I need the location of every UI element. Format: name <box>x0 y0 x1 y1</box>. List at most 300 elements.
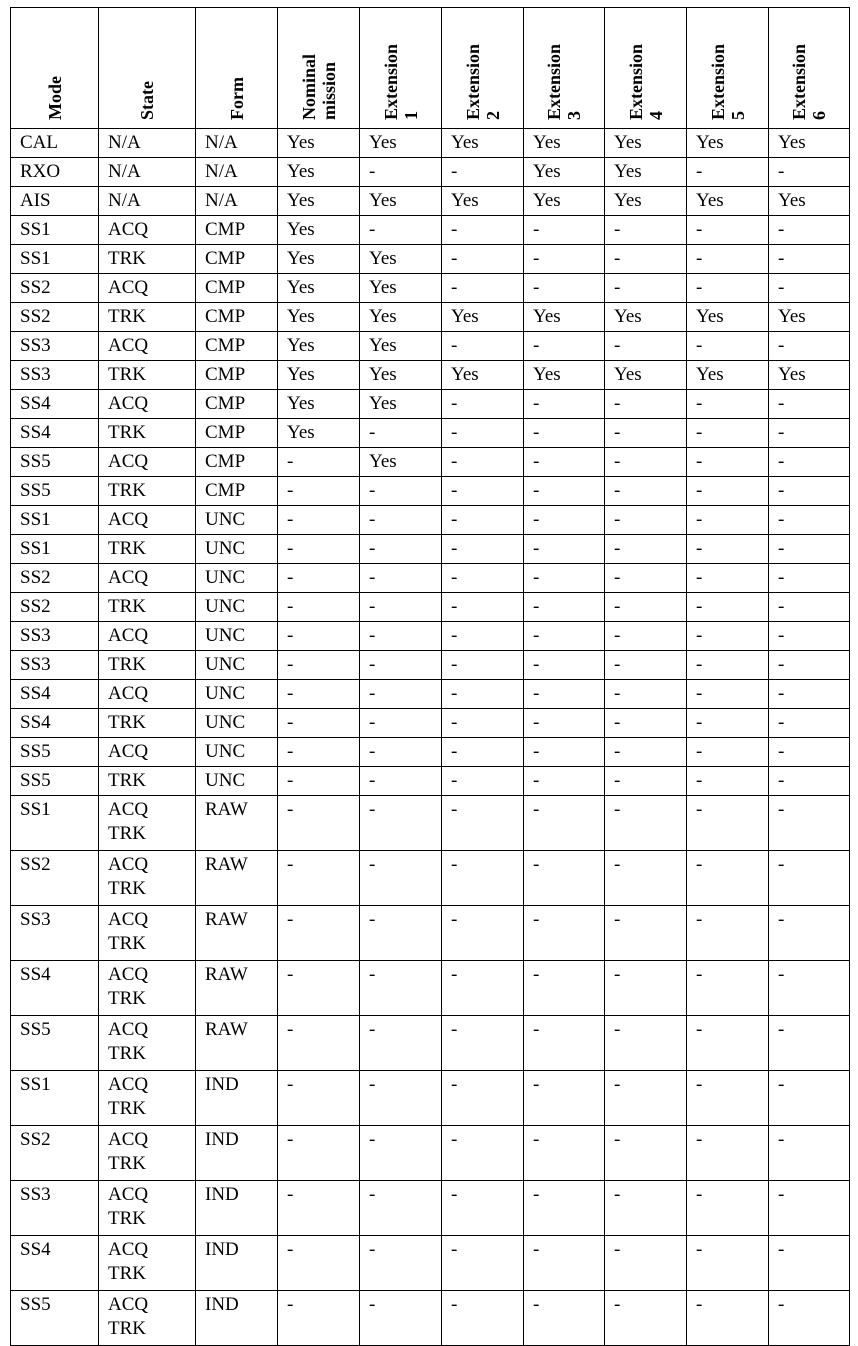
table-cell: IND <box>196 1071 278 1126</box>
table-cell: Yes <box>278 390 360 419</box>
table-cell: TRK <box>99 245 196 274</box>
table-cell: - <box>769 1236 850 1291</box>
column-header-label: State <box>137 81 157 120</box>
table-cell: IND <box>196 1181 278 1236</box>
table-cell: Yes <box>605 129 687 158</box>
table-cell: - <box>442 216 524 245</box>
table-cell: ACQ <box>99 390 196 419</box>
table-cell: - <box>605 622 687 651</box>
table-cell: - <box>360 680 442 709</box>
table-cell: - <box>360 906 442 961</box>
table-cell: - <box>360 158 442 187</box>
table-cell: - <box>605 1236 687 1291</box>
table-cell: Yes <box>360 303 442 332</box>
table-cell: - <box>769 564 850 593</box>
table-cell: Yes <box>769 187 850 216</box>
table-cell: - <box>769 390 850 419</box>
table-cell: CAL <box>11 129 99 158</box>
table-row <box>11 709 850 738</box>
table-cell: - <box>605 535 687 564</box>
table-cell: UNC <box>196 767 278 796</box>
table-cell: Yes <box>687 303 769 332</box>
table-cell: - <box>524 332 605 361</box>
table-cell: ACQ TRK <box>99 1016 196 1071</box>
table-cell: - <box>605 1126 687 1181</box>
table-row <box>11 390 850 419</box>
table-cell: - <box>360 1126 442 1181</box>
table-cell: - <box>524 245 605 274</box>
table-cell: - <box>278 535 360 564</box>
table-cell: Yes <box>524 129 605 158</box>
table-cell: SS5 <box>11 767 99 796</box>
table-cell: UNC <box>196 535 278 564</box>
table-cell: - <box>278 709 360 738</box>
table-cell: - <box>605 796 687 851</box>
table-cell: SS4 <box>11 390 99 419</box>
table-cell: - <box>769 506 850 535</box>
table-cell: - <box>605 680 687 709</box>
table-cell: - <box>605 851 687 906</box>
table-cell: - <box>442 448 524 477</box>
table-cell: RAW <box>196 906 278 961</box>
table-cell: - <box>769 738 850 767</box>
table-cell: - <box>442 622 524 651</box>
table-cell: - <box>524 1181 605 1236</box>
table-cell: Yes <box>769 129 850 158</box>
table-cell: Yes <box>278 332 360 361</box>
table-cell: - <box>687 419 769 448</box>
table-cell: CMP <box>196 419 278 448</box>
table-cell: - <box>524 1016 605 1071</box>
table-cell: - <box>687 274 769 303</box>
table-cell: CMP <box>196 477 278 506</box>
table-cell: Yes <box>442 303 524 332</box>
table-cell: - <box>687 651 769 680</box>
table-cell: - <box>605 1071 687 1126</box>
table-cell: - <box>278 448 360 477</box>
table-cell: - <box>769 709 850 738</box>
table-cell: UNC <box>196 564 278 593</box>
table-cell: ACQ TRK <box>99 796 196 851</box>
table-cell: - <box>605 216 687 245</box>
table-row <box>11 303 850 332</box>
table-cell: Yes <box>360 332 442 361</box>
table-cell: CMP <box>196 274 278 303</box>
table-cell: ACQ <box>99 738 196 767</box>
table-cell: - <box>769 906 850 961</box>
table-cell: - <box>360 216 442 245</box>
table-cell: N/A <box>196 129 278 158</box>
table-cell: SS4 <box>11 419 99 448</box>
column-header <box>524 8 605 129</box>
table-cell: - <box>360 851 442 906</box>
table-cell: - <box>605 1291 687 1346</box>
table-cell: ACQ TRK <box>99 851 196 906</box>
table-cell: - <box>687 216 769 245</box>
table-cell: - <box>524 535 605 564</box>
table-row <box>11 216 850 245</box>
table-cell: Yes <box>524 187 605 216</box>
table-cell: - <box>769 767 850 796</box>
table-cell: - <box>769 651 850 680</box>
table-cell: - <box>687 477 769 506</box>
table-cell: - <box>687 448 769 477</box>
table-cell: ACQ <box>99 622 196 651</box>
table-cell: - <box>278 506 360 535</box>
table-cell: - <box>524 1236 605 1291</box>
table-cell: - <box>687 796 769 851</box>
table-cell: - <box>687 564 769 593</box>
table-cell: - <box>524 680 605 709</box>
table-cell: - <box>687 738 769 767</box>
table-cell: SS1 <box>11 245 99 274</box>
table-cell: - <box>442 1016 524 1071</box>
table-cell: - <box>442 332 524 361</box>
column-header <box>196 8 278 129</box>
table-cell: Yes <box>442 187 524 216</box>
table-cell: - <box>769 1291 850 1346</box>
table-cell: - <box>360 1236 442 1291</box>
table-cell: - <box>278 593 360 622</box>
table-cell: Yes <box>278 187 360 216</box>
table-row <box>11 187 850 216</box>
table-row <box>11 1181 850 1236</box>
table-cell: CMP <box>196 245 278 274</box>
table-cell: - <box>524 709 605 738</box>
table-cell: IND <box>196 1236 278 1291</box>
table-cell: - <box>360 961 442 1016</box>
table-cell: Yes <box>278 419 360 448</box>
table-cell: ACQ <box>99 274 196 303</box>
table-cell: SS3 <box>11 361 99 390</box>
table-cell: - <box>442 245 524 274</box>
table-cell: ACQ <box>99 216 196 245</box>
table-row <box>11 906 850 961</box>
table-cell: TRK <box>99 303 196 332</box>
table-cell: - <box>769 593 850 622</box>
table-cell: - <box>605 448 687 477</box>
table-cell: SS2 <box>11 303 99 332</box>
table-cell: - <box>278 738 360 767</box>
table-row <box>11 651 850 680</box>
table-cell: - <box>524 796 605 851</box>
table-cell: - <box>687 961 769 1016</box>
table-cell: ACQ TRK <box>99 1126 196 1181</box>
table-cell: SS3 <box>11 622 99 651</box>
table-cell: - <box>769 332 850 361</box>
table-cell: - <box>524 448 605 477</box>
table-cell: - <box>605 906 687 961</box>
table-cell: Yes <box>605 303 687 332</box>
table-cell: Yes <box>524 158 605 187</box>
table-cell: ACQ <box>99 564 196 593</box>
table-cell: - <box>278 1016 360 1071</box>
table-cell: IND <box>196 1126 278 1181</box>
table-cell: Yes <box>687 129 769 158</box>
table-cell: - <box>278 906 360 961</box>
table-cell: - <box>524 1126 605 1181</box>
table-cell: - <box>360 1181 442 1236</box>
table-row <box>11 245 850 274</box>
table-cell: - <box>605 767 687 796</box>
table-cell: UNC <box>196 506 278 535</box>
table-cell: - <box>278 1126 360 1181</box>
table-row <box>11 622 850 651</box>
table-cell: - <box>278 851 360 906</box>
table-cell: UNC <box>196 709 278 738</box>
table-cell: UNC <box>196 593 278 622</box>
table-cell: RXO <box>11 158 99 187</box>
table-cell: - <box>442 477 524 506</box>
table-cell: SS5 <box>11 477 99 506</box>
table-cell: ACQ TRK <box>99 1071 196 1126</box>
table-row <box>11 1016 850 1071</box>
table-row <box>11 564 850 593</box>
table-cell: N/A <box>196 187 278 216</box>
table-cell: - <box>524 390 605 419</box>
table-cell: - <box>278 622 360 651</box>
table-row <box>11 506 850 535</box>
table-cell: Yes <box>278 158 360 187</box>
column-header-label: Nominal mission <box>298 53 339 120</box>
table-cell: - <box>524 477 605 506</box>
table-cell: - <box>360 767 442 796</box>
table-cell: Yes <box>360 448 442 477</box>
table-cell: - <box>769 274 850 303</box>
table-cell: - <box>360 593 442 622</box>
table-cell: - <box>605 506 687 535</box>
table-cell: Yes <box>278 216 360 245</box>
table-cell: UNC <box>196 738 278 767</box>
table-cell: - <box>360 651 442 680</box>
table-cell: UNC <box>196 622 278 651</box>
table-cell: - <box>687 506 769 535</box>
table-cell: TRK <box>99 477 196 506</box>
table-cell: - <box>524 564 605 593</box>
table-cell: Yes <box>278 129 360 158</box>
table-cell: - <box>442 506 524 535</box>
table-cell: CMP <box>196 332 278 361</box>
table-cell: ACQ <box>99 332 196 361</box>
table-cell: TRK <box>99 361 196 390</box>
table-cell: - <box>442 390 524 419</box>
table-cell: - <box>524 274 605 303</box>
column-header-label: Extension 3 <box>544 43 584 120</box>
table-row <box>11 419 850 448</box>
table-cell: - <box>605 709 687 738</box>
column-header <box>687 8 769 129</box>
table-cell: ACQ <box>99 506 196 535</box>
table-cell: SS5 <box>11 448 99 477</box>
table-cell: - <box>769 1126 850 1181</box>
table-row <box>11 158 850 187</box>
table-cell: - <box>360 419 442 448</box>
table-cell: - <box>687 332 769 361</box>
table-cell: - <box>442 851 524 906</box>
table-cell: IND <box>196 1291 278 1346</box>
table-cell: ACQ TRK <box>99 1291 196 1346</box>
column-header <box>99 8 196 129</box>
table-row <box>11 767 850 796</box>
table-cell: SS4 <box>11 961 99 1016</box>
column-header-label: Mode <box>44 76 65 120</box>
table-cell: - <box>524 851 605 906</box>
table-cell: SS1 <box>11 216 99 245</box>
table-cell: - <box>687 1126 769 1181</box>
table-cell: ACQ <box>99 680 196 709</box>
table-cell: - <box>278 680 360 709</box>
table-cell: - <box>360 1071 442 1126</box>
table-cell: CMP <box>196 361 278 390</box>
table-cell: Yes <box>605 158 687 187</box>
table-cell: SS3 <box>11 651 99 680</box>
table-row <box>11 796 850 851</box>
table-cell: Yes <box>442 361 524 390</box>
table-cell: - <box>769 535 850 564</box>
table-cell: - <box>524 906 605 961</box>
table-cell: - <box>442 1181 524 1236</box>
table-cell: - <box>278 1071 360 1126</box>
table-cell: - <box>687 535 769 564</box>
table-cell: - <box>442 709 524 738</box>
table-cell: - <box>605 593 687 622</box>
table-cell: - <box>687 1291 769 1346</box>
table-cell: - <box>687 390 769 419</box>
table-cell: SS4 <box>11 680 99 709</box>
table-cell: - <box>769 796 850 851</box>
table-cell: - <box>360 1291 442 1346</box>
table-cell: - <box>442 158 524 187</box>
table-row <box>11 1071 850 1126</box>
table-cell: UNC <box>196 680 278 709</box>
table-cell: Yes <box>278 245 360 274</box>
table-cell: - <box>360 535 442 564</box>
table-cell: - <box>442 738 524 767</box>
table-cell: - <box>524 593 605 622</box>
table-cell: Yes <box>360 245 442 274</box>
table-cell: Yes <box>687 361 769 390</box>
table-cell: SS5 <box>11 738 99 767</box>
table-cell: - <box>360 796 442 851</box>
table-cell: - <box>524 622 605 651</box>
column-header-label: Extension 4 <box>625 43 666 120</box>
table-cell: Yes <box>605 361 687 390</box>
table-cell: CMP <box>196 448 278 477</box>
table-cell: - <box>605 477 687 506</box>
table-cell: - <box>442 593 524 622</box>
table-cell: - <box>442 274 524 303</box>
table-cell: UNC <box>196 651 278 680</box>
table-cell: SS2 <box>11 274 99 303</box>
table-cell: - <box>524 767 605 796</box>
table-cell: - <box>278 564 360 593</box>
table-cell: - <box>605 738 687 767</box>
table-cell: - <box>360 564 442 593</box>
table-cell: - <box>687 622 769 651</box>
table-cell: - <box>605 1016 687 1071</box>
table-cell: Yes <box>769 361 850 390</box>
table-cell: - <box>278 767 360 796</box>
table-cell: N/A <box>99 129 196 158</box>
table-cell: - <box>769 1181 850 1236</box>
mode-availability-table <box>10 7 850 1346</box>
table-cell: N/A <box>99 158 196 187</box>
table-cell: - <box>769 851 850 906</box>
table-cell: - <box>442 1236 524 1291</box>
table-cell: - <box>360 477 442 506</box>
table-cell: N/A <box>99 187 196 216</box>
table-cell: - <box>524 1291 605 1346</box>
table-cell: - <box>769 1016 850 1071</box>
column-header <box>442 8 524 129</box>
table-cell: SS3 <box>11 906 99 961</box>
table-cell: - <box>687 1181 769 1236</box>
table-cell: - <box>278 477 360 506</box>
table-cell: - <box>769 961 850 1016</box>
table-cell: N/A <box>196 158 278 187</box>
table-cell: ACQ <box>99 448 196 477</box>
table-cell: TRK <box>99 419 196 448</box>
table-cell: - <box>442 535 524 564</box>
column-header-label: Extension 2 <box>462 43 503 120</box>
column-header <box>769 8 850 129</box>
table-cell: SS4 <box>11 709 99 738</box>
column-header <box>278 8 360 129</box>
table-cell: Yes <box>278 303 360 332</box>
table-cell: - <box>605 1181 687 1236</box>
table-cell: - <box>524 506 605 535</box>
column-header-label: Extension 1 <box>380 43 421 120</box>
table-row <box>11 129 850 158</box>
table-cell: - <box>442 1291 524 1346</box>
table-row <box>11 332 850 361</box>
table-row <box>11 593 850 622</box>
table-cell: - <box>442 796 524 851</box>
table-cell: - <box>524 419 605 448</box>
table-cell: - <box>360 622 442 651</box>
column-header <box>11 8 99 129</box>
table-cell: - <box>605 651 687 680</box>
column-header-label: Extension 6 <box>789 43 829 120</box>
table-cell: Yes <box>360 129 442 158</box>
table-cell: Yes <box>524 303 605 332</box>
table-cell: - <box>769 419 850 448</box>
table-cell: SS5 <box>11 1291 99 1346</box>
table-cell: - <box>605 332 687 361</box>
table-cell: TRK <box>99 651 196 680</box>
table-cell: - <box>524 216 605 245</box>
table-cell: SS1 <box>11 1071 99 1126</box>
table-cell: - <box>769 680 850 709</box>
table-cell: SS4 <box>11 1236 99 1291</box>
table-cell: - <box>687 245 769 274</box>
table-cell: - <box>442 1126 524 1181</box>
table-cell: SS5 <box>11 1016 99 1071</box>
table-cell: - <box>442 651 524 680</box>
table-cell: - <box>605 245 687 274</box>
table-cell: - <box>442 906 524 961</box>
table-cell: - <box>360 506 442 535</box>
table-cell: CMP <box>196 303 278 332</box>
table-cell: - <box>687 709 769 738</box>
table-row <box>11 1291 850 1346</box>
table-cell: RAW <box>196 1016 278 1071</box>
table-cell: - <box>687 158 769 187</box>
table-cell: - <box>769 245 850 274</box>
table-body <box>11 129 850 1346</box>
table-cell: Yes <box>360 361 442 390</box>
table-cell: - <box>524 651 605 680</box>
